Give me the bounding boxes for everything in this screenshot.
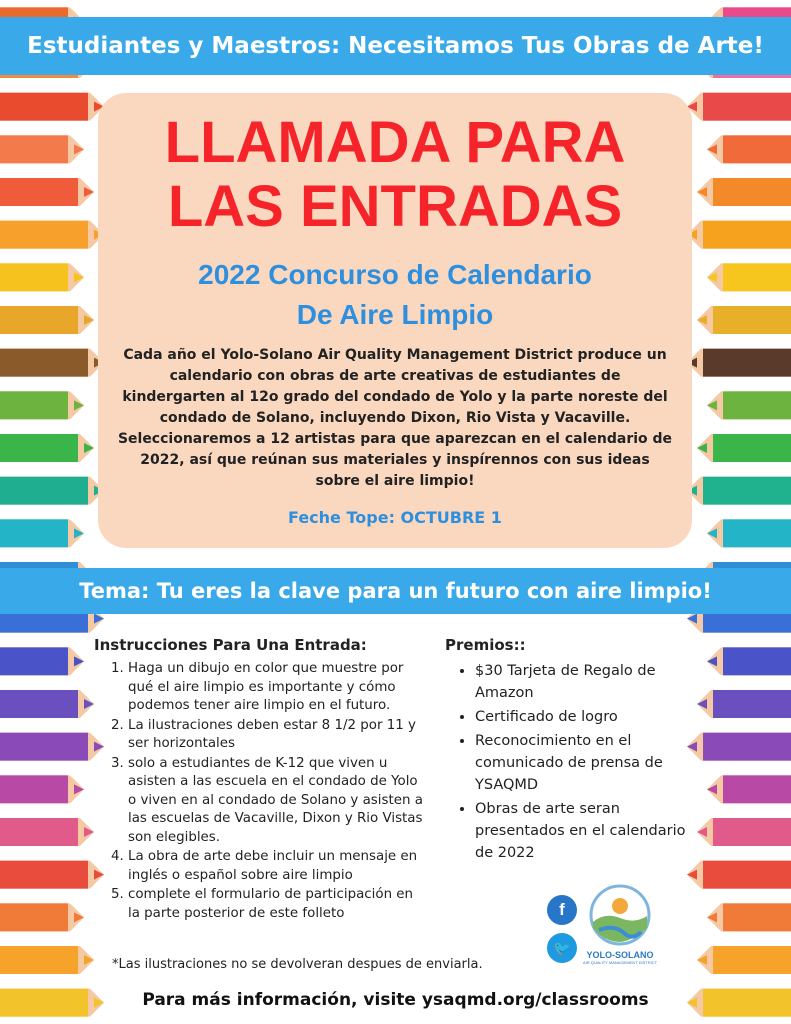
instructions-list (94, 660, 424, 923)
prizes-list (445, 660, 695, 864)
pencil-decoration (697, 434, 791, 462)
headline-line-1: LLAMADA PARA (164, 110, 626, 175)
pencil-decoration (0, 775, 84, 803)
pencil-decoration (0, 349, 104, 377)
pencil-decoration (687, 861, 791, 889)
pencil-decoration (0, 690, 94, 718)
pencil-decoration (707, 135, 791, 163)
pencil-decoration (687, 477, 791, 505)
pencil-decoration (707, 903, 791, 931)
pencil-decoration (0, 861, 104, 889)
prize-item: • Certificado de logro (475, 706, 695, 728)
prize-item: • Obras de arte seran presentados en el calendario de 2022 (475, 798, 695, 864)
prizes-title: Premios:: (445, 636, 526, 654)
instruction-item: 1. Haga un dibujo en color que muestre por qué el aire limpio es importante y cómo podemos tener aire limpio en el futuro. (128, 660, 424, 716)
pencil-decoration (707, 263, 791, 291)
pencil-decoration (707, 647, 791, 675)
headline-line-2: LAS ENTRADAS (167, 174, 623, 239)
theme-banner: Tema: Tu eres la clave para un futuro con aire limpio! (0, 568, 791, 614)
pencil-decoration (0, 306, 94, 334)
pencil-decoration (0, 221, 104, 249)
logo-name: YOLO-SOLANO (586, 950, 654, 960)
pencil-decoration (687, 349, 791, 377)
pencil-decoration (687, 733, 791, 761)
pencil-decoration (687, 93, 791, 121)
pencil-decoration (0, 519, 84, 547)
prize-item: • $30 Tarjeta de Regalo de Amazon (475, 660, 695, 704)
deadline: Feche Tope: OCTUBRE 1 (288, 508, 502, 527)
contest-description: Cada año el Yolo-Solano Air Quality Management District produce un calendario con obras de arte creativas de estudiantes de kindergarten al 12o grado del condado de Yolo y la parte noreste del condado de Solano, incluyendo Dixon, Rio Vista y Vacaville. Seleccionaremos a 12 artistas para que aparezcan en el calendario de 2022, así que reúnan sus materiales y inspírennos con sus ideas sobre el aire limpio! (117, 347, 673, 489)
pencil-decoration (0, 93, 104, 121)
instructions-title: Instrucciones Para Una Entrada: (94, 636, 367, 654)
call-for-entries-panel (98, 93, 692, 548)
pencil-decoration (0, 434, 94, 462)
twitter-icon[interactable]: 🐦 (547, 933, 577, 963)
pencil-decoration (687, 221, 791, 249)
pencil-decoration (0, 477, 104, 505)
prizes-section (445, 636, 695, 866)
pencil-decoration (0, 135, 84, 163)
return-note: *Las ilustraciones no se devolveran despues de enviarla. (112, 957, 483, 972)
instructions-section (94, 636, 424, 924)
pencil-decoration (707, 391, 791, 419)
instruction-item: 4. La obra de arte debe incluir un mensaje en inglés o español sobre aire limpio (128, 848, 424, 885)
yolo-solano-logo-icon (585, 884, 655, 946)
contest-title (98, 255, 692, 335)
instruction-item: 5. complete el formulario de participación en la parte posterior de este folleto (128, 886, 424, 923)
headline (98, 111, 692, 239)
pencil-decoration (707, 519, 791, 547)
pencil-decoration (0, 391, 84, 419)
instruction-item: 2. La ilustraciones deben estar 8 1/2 por 11 y ser horizontales (128, 717, 424, 754)
pencil-decoration (697, 946, 791, 974)
logo-tagline: AIR QUALITY MANAGEMENT DISTRICT (582, 960, 658, 965)
yolo-solano-logo (582, 884, 658, 968)
colored-pencils-right-decoration (681, 0, 791, 1024)
pencil-decoration (697, 818, 791, 846)
pencil-decoration (0, 903, 84, 931)
contest-title-line-1: 2022 Concurso de Calendario (198, 259, 592, 290)
pencil-decoration (0, 263, 84, 291)
pencil-decoration (0, 647, 84, 675)
prize-item: • Reconocimiento en el comunicado de prensa de YSAQMD (475, 730, 695, 796)
contest-title-line-2: De Aire Limpio (296, 299, 494, 330)
pencil-decoration (0, 946, 94, 974)
pencil-decoration (697, 690, 791, 718)
pencil-decoration (0, 733, 104, 761)
pencil-decoration (0, 178, 94, 206)
facebook-icon[interactable]: f (547, 895, 577, 925)
pencil-decoration (707, 775, 791, 803)
top-banner: Estudiantes y Maestros: Necesitamos Tus Obras de Arte! (0, 17, 791, 75)
instruction-item: 3. solo a estudiantes de K-12 que viven u asisten a las escuela en el condado de Yolo o viven en al condado de Solano y asisten a las escuelas de Vacaville, Dixon y Rio Vistas son elegibles. (128, 755, 424, 848)
pencil-decoration (697, 306, 791, 334)
pencil-decoration (697, 178, 791, 206)
pencil-decoration (0, 818, 94, 846)
footer-info: Para más información, visite ysaqmd.org/classrooms (142, 990, 649, 1010)
